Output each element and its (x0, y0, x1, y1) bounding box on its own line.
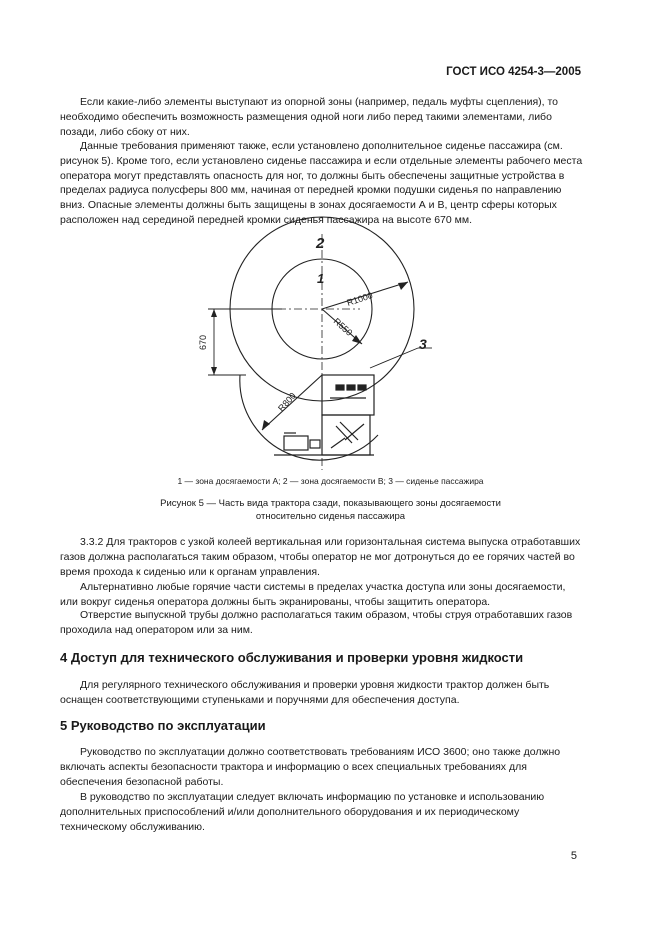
foot-step (284, 436, 308, 450)
section-4-heading: 4 Доступ для технического обслуживания и проверки уровня жидкости (60, 650, 524, 665)
radius-1000-label: R1000 (345, 290, 374, 308)
figure-label-2: 2 (316, 235, 325, 252)
figure-legend: 1 — зона досягаемости А; 2 — зона досягаемости В; 3 — сиденье пассажира (177, 476, 484, 486)
figure-caption-line2: относительно сиденья пассажира (255, 511, 406, 522)
document-header: ГОСТ ИСО 4254-3—2005 (446, 66, 581, 78)
page-number: 5 (570, 850, 577, 862)
radius-800-label: R800 (276, 390, 298, 414)
paragraph-3: 3.3.2 Для тракторов с узкой колеей вертикальная или горизонтальная система выпуска отработавших газов должна располагаться таким образом, чтобы оператор не мог дотронуться до ее горячих частей во время прохода к сиденью или к органам управления. (60, 536, 581, 578)
paragraph-1: Если какие-либо элементы выступают из опорной зоны (например, педаль муфты сцепления), то необходимо обеспечить возможность размещения одной ноги либо перед такими элементами, либо позади, либо сбоку от них. (60, 96, 558, 138)
figure-label-3: 3 (419, 336, 427, 352)
radius-550-label: R550 (331, 316, 355, 338)
section-5-heading: 5 Руководство по эксплуатации (60, 718, 266, 733)
paragraph-4: Альтернативно любые горячие части системы в пределах участка доступа или зоны досягаемости, или вокруг сиденья оператора должны быть экранированы, чтобы защитить оператора. (60, 581, 566, 608)
paragraph-8: В руководство по эксплуатации следует включать информацию по установке и использованию дополнительных приспособлений и/или дополнительного оборудования и их периодическому техническому обслуживанию. (60, 791, 545, 833)
figure-caption-line1: Рисунок 5 — Часть вида трактора сзади, показывающего зоны досягаемости (160, 498, 501, 509)
figure-label-1: 1 (317, 271, 325, 286)
paragraph-6: Для регулярного технического обслуживания и проверки уровня жидкости трактор должен быть оснащен соответствующими ступеньками и поручнями для обеспечения доступа. (60, 679, 550, 706)
paragraph-2: Данные требования применяют также, если установлено дополнительное сиденье пассажира (см. рисунок 5). Кроме того, если установлено сиденье пассажира и если отдельные элементы рабочего места оператора могут представлять опасность для ног, то должны быть обеспечены защитные устройства в пределах радиуса полусферы 800 мм, начиная от передней кромки подушки сиденья по направлению вниз. Опасные элементы должны быть защищены в зонах досягаемости А и В, центр сферы которых расположен над серединой передней кромки сиденья пассажира на высоте 670 мм. (60, 140, 583, 226)
passenger-seat (322, 375, 374, 415)
hemisphere-arc (240, 375, 378, 460)
paragraph-7: Руководство по эксплуатации должно соответствовать требованиям ИСО 3600; оно также должно включать аспекты безопасности трактора и информацию о всех специальных требованиях для обеспечения безопасной работы. (60, 746, 561, 788)
paragraph-5: Отверстие выпускной трубы должно располагаться таким образом, чтобы струя отработавших газов проходила над оператором или за ним. (60, 609, 573, 636)
dimension-670-label: 670 (198, 334, 208, 350)
